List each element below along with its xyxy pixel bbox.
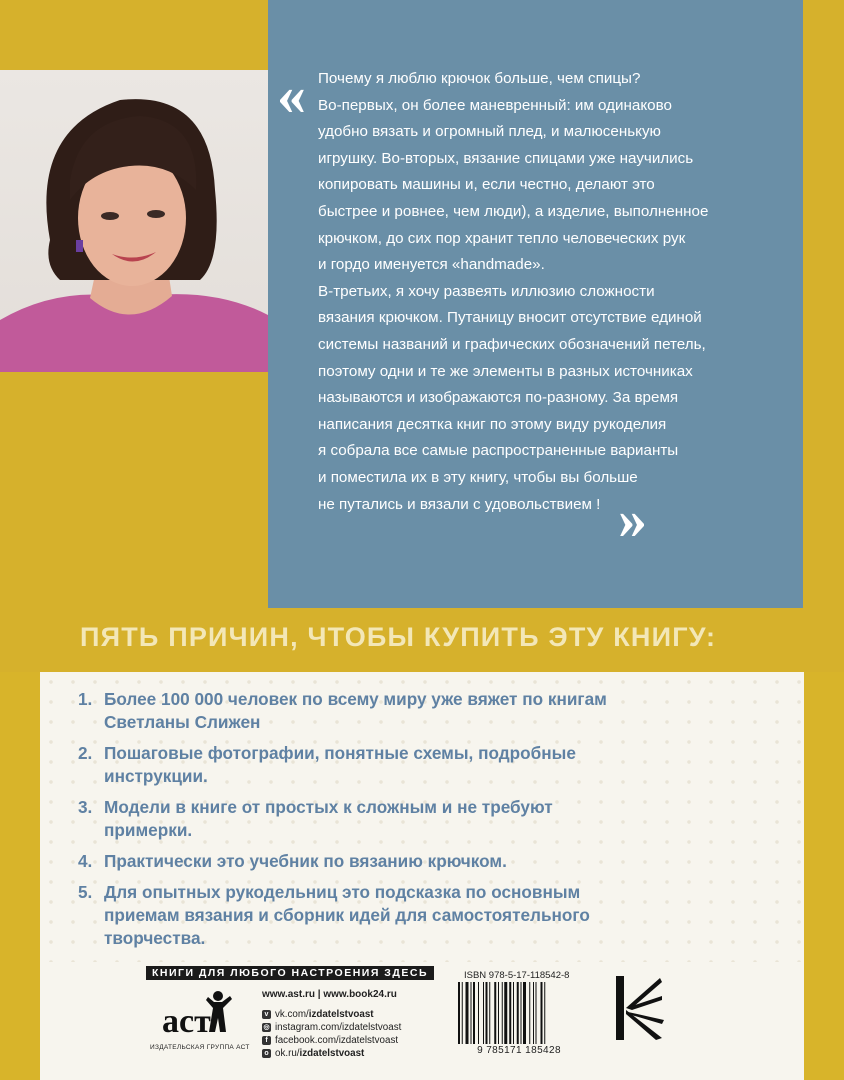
reason-text: Пошаговые фотографии, понятные схемы, подробные инструкции. xyxy=(104,743,576,786)
close-quote-mark: » xyxy=(618,486,647,551)
social-prefix: ok.ru/ xyxy=(275,1048,300,1059)
social-links xyxy=(262,1008,401,1060)
quote-line: системы названий и графических обозначений петель, xyxy=(318,335,706,353)
quote-line: написания десятка книг по этому виду рукоделия xyxy=(318,415,667,433)
quote-line: Во-первых, он более маневренный: им одинаково xyxy=(318,96,672,114)
reasons-list xyxy=(78,688,718,958)
quote-line: Почему я люблю крючок больше, чем спицы? xyxy=(318,70,641,87)
k-publisher-logo xyxy=(612,972,666,1044)
quote-line: копировать машины и, если честно, делают это xyxy=(318,176,655,194)
reason-item xyxy=(78,742,718,788)
author-photo xyxy=(0,70,268,372)
social-link-instagram xyxy=(262,1021,401,1034)
vk-icon: v xyxy=(262,1010,271,1019)
barcode-number: 9 785171 185428 xyxy=(477,1045,561,1056)
social-link-vk xyxy=(262,1008,401,1021)
reason-number: 4. xyxy=(78,851,93,871)
reason-text: Более 100 000 человек по всему миру уже вяжет по книгам Светланы Слижен xyxy=(104,689,607,732)
reason-number: 3. xyxy=(78,797,93,817)
social-link-odnoklassniki xyxy=(262,1047,401,1060)
barcode xyxy=(456,982,582,1044)
open-quote-mark: « xyxy=(277,62,306,127)
social-prefix: facebook.com/izdatelstvoast xyxy=(275,1035,399,1046)
quote-line: крючком, до сих пор хранит тепло человеческих рук xyxy=(318,229,686,247)
ast-logo xyxy=(160,988,240,1042)
social-handle: izdatelstvoast xyxy=(308,1009,374,1020)
quote-line: поэтому одни и те же элементы в разных источниках xyxy=(318,362,693,380)
publisher-name: ИЗДАТЕЛЬСКАЯ ГРУППА АСТ xyxy=(150,1044,250,1051)
tagline-banner: КНИГИ ДЛЯ ЛЮБОГО НАСТРОЕНИЯ ЗДЕСЬ xyxy=(146,966,434,980)
reason-text: Модели в книге от простых к сложным и не требуют примерки. xyxy=(104,797,553,840)
reason-item xyxy=(78,796,718,842)
reason-text: Для опытных рукодельниц это подсказка по основным приемам вязания и сборник идей для самостоятельного творчества. xyxy=(104,882,590,948)
quote-line: я собрала все самые распространенные варианты xyxy=(318,442,679,460)
isbn: ISBN 978-5-17-118542-8 xyxy=(464,970,570,981)
reason-number: 1. xyxy=(78,689,93,709)
social-handle: izdatelstvoast xyxy=(299,1048,365,1059)
social-link-facebook xyxy=(262,1034,401,1047)
reason-number: 2. xyxy=(78,743,93,763)
reason-item xyxy=(78,881,718,950)
ast-logo-text: аст xyxy=(162,1003,211,1040)
reason-text: Практически это учебник по вязанию крючком. xyxy=(104,851,507,871)
odnoklassniki-icon: o xyxy=(262,1049,271,1058)
quote-line: и поместила их в эту книгу, чтобы вы больше xyxy=(318,468,638,486)
quote-line: игрушку. Во-вторых, вязание спицами уже научились xyxy=(318,149,694,167)
quote-line: быстрее и ровнее, чем люди), а изделие, выполненное xyxy=(318,202,709,220)
instagram-icon: ◎ xyxy=(263,1024,270,1031)
reason-item xyxy=(78,688,718,734)
quote-line: В-третьих, я хочу развеять иллюзию сложности xyxy=(318,282,655,300)
quote-line: называются и изображаются по-разному. За время xyxy=(318,389,679,407)
reason-number: 5. xyxy=(78,882,93,902)
facebook-icon: f xyxy=(262,1036,271,1045)
social-prefix: instagram.com/izdatelstvoast xyxy=(275,1022,402,1033)
social-prefix: vk.com/ xyxy=(275,1009,309,1020)
author-quote xyxy=(318,66,778,518)
websites: www.ast.ru | www.book24.ru xyxy=(262,989,397,1000)
quote-line: не путались и вязали с удовольствием ! xyxy=(318,495,601,513)
quote-line: вязания крючком. Путаницу вносит отсутствие единой xyxy=(318,309,702,327)
reason-item xyxy=(78,850,718,873)
reasons-heading: ПЯТЬ ПРИЧИН, ЧТОБЫ КУПИТЬ ЭТУ КНИГУ: xyxy=(80,622,717,652)
quote-line: и гордо именуется «handmade». xyxy=(318,256,545,274)
quote-line: удобно вязать и огромный плед, и малюсенькую xyxy=(318,123,661,141)
